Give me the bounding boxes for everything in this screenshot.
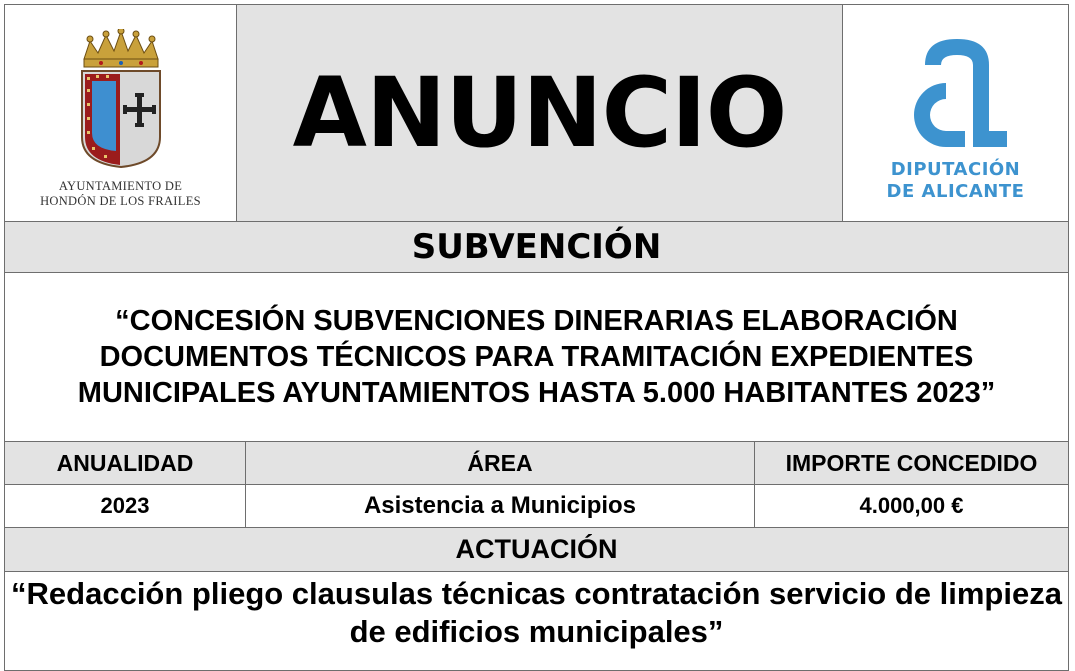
header-importe <box>754 441 1069 485</box>
actuacion-body <box>4 571 1069 671</box>
diputacion-name-line1: DIPUTACIÓN <box>890 159 1021 180</box>
value-area <box>245 484 755 528</box>
announcement-document <box>4 4 1069 664</box>
importe-value: 4.000,00 € <box>859 493 964 518</box>
actuacion-label: ACTUACIÓN <box>455 534 618 564</box>
subsidy-title-cell <box>4 272 1069 442</box>
value-anualidad <box>4 484 246 528</box>
title-cell <box>236 4 843 222</box>
ayuntamiento-name-line2: HONDÓN DE LOS FRAILES <box>40 194 201 208</box>
diputacion-logo <box>842 4 1069 222</box>
header-importe-label: IMPORTE CONCEDIDO <box>785 449 1038 476</box>
area-value: Asistencia a Municipios <box>363 492 637 519</box>
header-area-label: ÁREA <box>467 449 533 476</box>
coat-of-arms-icon <box>76 29 166 169</box>
header-anualidad-label: ANUALIDAD <box>56 449 194 476</box>
ayuntamiento-logo <box>4 4 237 222</box>
header-anualidad <box>4 441 246 485</box>
header-area <box>245 441 755 485</box>
subsidy-title: “CONCESIÓN SUBVENCIONES DINERARIAS ELABORACIÓN DOCUMENTOS TÉCNICOS PARA TRAMITACIÓN EXPEDIENTES MUNICIPALES AYUNTAMIENTOS HASTA 5.000 HABITANTES 2023” <box>77 305 996 409</box>
actuacion-description: “Redacción pliego clausulas técnicas contratación servicio de limpieza de edificios municipales” <box>11 576 1062 649</box>
diputacion-name-line2: DE ALICANTE <box>886 181 1025 202</box>
diputacion-a-logo-icon <box>901 35 1011 153</box>
anualidad-value: 2023 <box>100 493 150 518</box>
subvencion-label: SUBVENCIÓN <box>411 227 662 267</box>
value-importe <box>754 484 1069 528</box>
actuacion-header <box>4 527 1069 572</box>
ayuntamiento-name-line1: AYUNTAMIENTO DE <box>58 179 183 193</box>
subvencion-header <box>4 221 1069 273</box>
page-title: ANUNCIO <box>292 57 787 169</box>
